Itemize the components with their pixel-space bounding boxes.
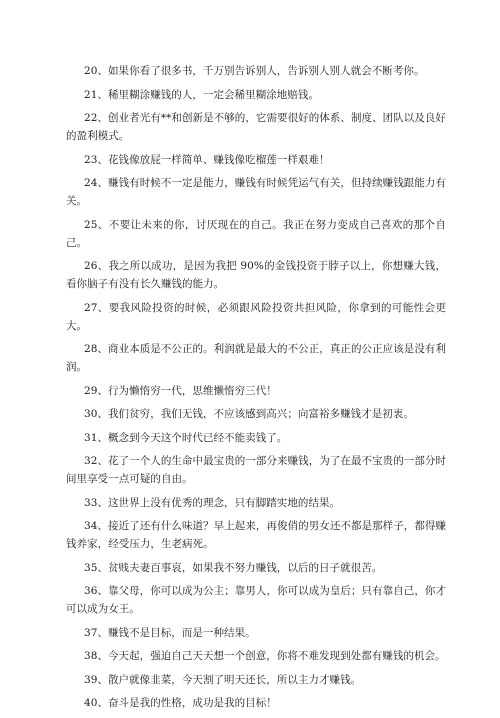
paragraph-31: 31、概念到今天这个时代已经不能卖钱了。 (84, 431, 288, 444)
paragraph-32: 32、花了一个人的生命中最宝贵的一部分来赚钱，为了在最不宝贵的一部分时间里享受一点可疑的自由。 (66, 455, 446, 485)
paragraph-39: 39、散户就像韭菜，今天割了明天还长，所以主力才赚钱。 (84, 673, 362, 686)
paragraph-26: 26、我之所以成功，是因为我把 90%的金钱投资于脖子以上，你想赚大钱，看你脑子有没有长久赚钱的能力。 (66, 260, 446, 290)
document-body (66, 62, 446, 718)
paragraph-34: 34、接近了还有什么味道？早上起来，再俊俏的男女还不都是那样子，都得赚钱养家，经受压力，生老病死。 (66, 520, 446, 550)
paragraph-37: 37、赚钱不是目标，而是一种结果。 (84, 626, 256, 639)
paragraph-23: 23、花钱像放屁一样简单、赚钱像吃榴莲一样艰难！ (84, 153, 330, 166)
paragraph-25: 25、不要让未来的你，讨厌现在的自己。我正在努力变成自己喜欢的那个自己。 (66, 218, 446, 249)
paragraph-40: 40、奋斗是我的性格，成功是我的目标！ (84, 697, 277, 709)
paragraph-30: 30、我们贫穷，我们无钱，不应该感到高兴；向富裕多赚钱才是初衷。 (84, 408, 414, 420)
paragraph-29: 29、行为懒惰穷一代，思维懒惰穷三代！ (84, 384, 277, 397)
paragraph-24: 24、赚钱有时候不一定是能力，赚钱有时候凭运气有关，但持续赚钱跟能力有关。 (66, 177, 446, 207)
paragraph-35: 35、贫贱夫妻百事哀，如果我不努力赚钱，以后的日子就很苦。 (84, 561, 383, 574)
paragraph-22: 22、创业者光有**和创新是不够的，它需要很好的体系、制度、团队以及良好的盈利模式。 (66, 112, 446, 142)
paragraph-20: 20、如果你看了很多书，千万别告诉别人，告诉别人别人就会不断考你。 (84, 65, 425, 77)
paragraph-33: 33、这世界上没有优秀的理念，只有脚踏实地的结果。 (84, 496, 341, 509)
paragraph-36: 36、靠父母，你可以成为公主；靠男人，你可以成为皇后；只有靠自己，你才可以成为女王。 (66, 585, 446, 615)
paragraph-28: 28、商业本质是不公正的。利润就是最大的不公正，真正的公正应该是没有利润。 (66, 343, 446, 373)
paragraph-21: 21、稀里糊涂赚钱的人，一定会稀里糊涂地赔钱。 (84, 88, 320, 101)
paragraph-38: 38、今天起，强迫自己天天想一个创意，你将不难发现到处都有赚钱的机会。 (84, 650, 446, 662)
paragraph-27: 27、要我风险投资的时候，必须跟风险投资共担风险，你拿到的可能性会更大。 (66, 301, 446, 332)
